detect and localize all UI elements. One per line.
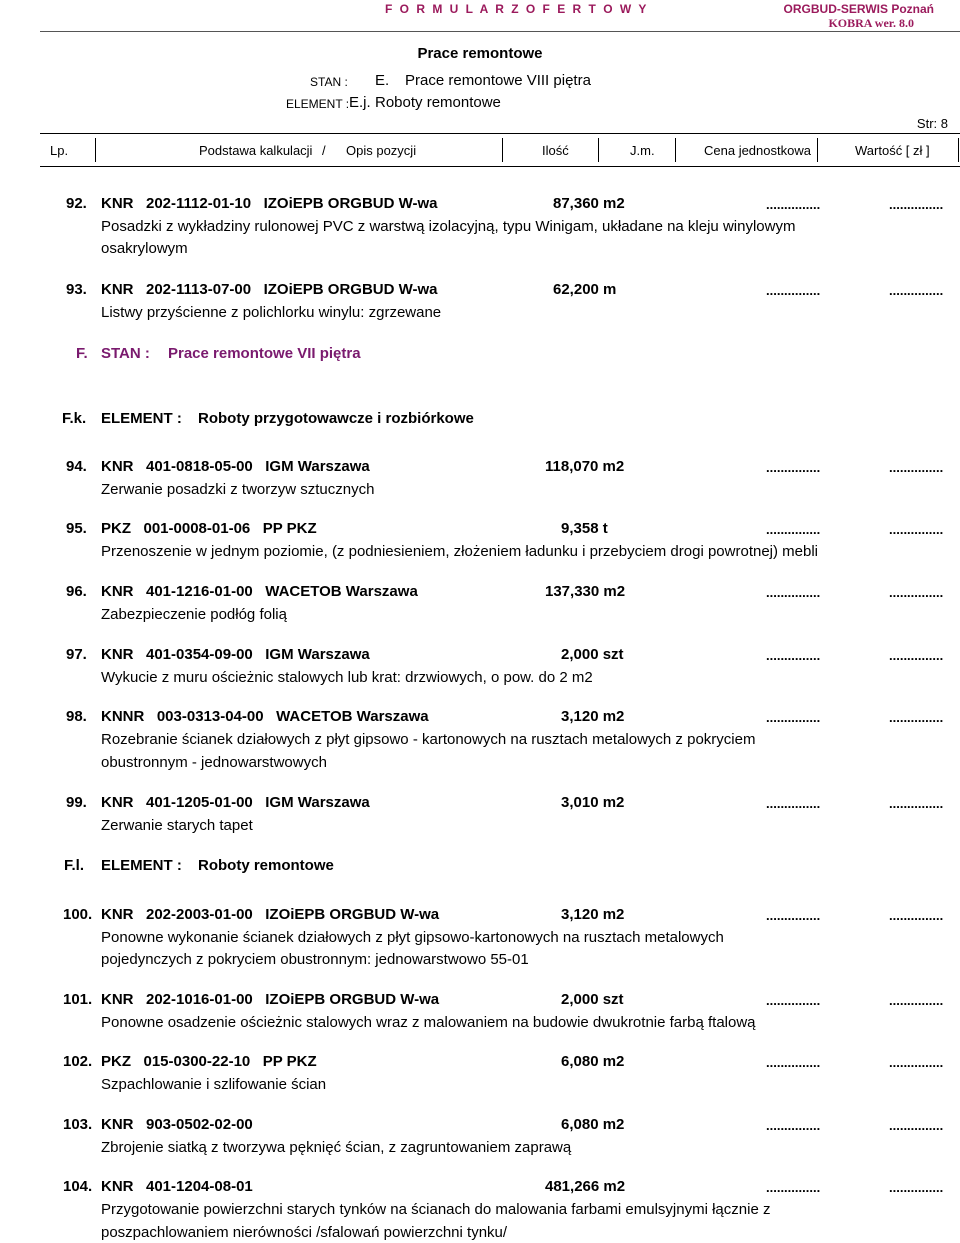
section-name: Roboty przygotowawcze i rozbiórkowe xyxy=(198,410,474,427)
item-number: 104. xyxy=(63,1178,93,1195)
page-number: Str: 8 xyxy=(916,116,948,131)
value-placeholder: ............... xyxy=(889,648,944,663)
unit-price-placeholder: ............... xyxy=(766,710,821,725)
item-number: 93. xyxy=(66,281,87,298)
value-placeholder: ............... xyxy=(889,993,944,1008)
item-quantity: 3,120 m2 xyxy=(561,708,625,725)
item-number: 95. xyxy=(66,520,87,537)
item-description: Ponowne wykonanie ścianek działowych z płyt gipsowo-kartonowych na rusztach metalowych xyxy=(101,929,724,946)
col-divider xyxy=(95,138,96,162)
item-code: KNR 401-0818-05-00 IGM Warszawa xyxy=(101,458,370,475)
section-code: F.l. xyxy=(64,857,85,874)
item-quantity: 3,120 m2 xyxy=(561,906,625,923)
element-code: E.j. xyxy=(349,94,371,111)
item-number: 103. xyxy=(63,1116,93,1133)
item-number: 99. xyxy=(66,794,87,811)
value-placeholder: ............... xyxy=(889,197,944,212)
section-code: F.k. xyxy=(62,410,87,427)
item-description: Zbrojenie siatką z tworzywa pęknięć ścian, z zagruntowaniem zaprawą xyxy=(101,1139,572,1156)
stan-label: STAN : xyxy=(310,75,348,89)
item-description: Szpachlowanie i szlifowanie ścian xyxy=(101,1076,327,1093)
item-description: Listwy przyścienne z polichlorku winylu: zgrzewane xyxy=(101,304,442,321)
item-quantity: 87,360 m2 xyxy=(553,195,625,212)
item-number: 96. xyxy=(66,583,87,600)
unit-price-placeholder: ............... xyxy=(766,993,821,1008)
item-code: PKZ 001-0008-01-06 PP PKZ xyxy=(101,520,317,537)
item-description: Zerwanie starych tapet xyxy=(101,817,253,834)
value-placeholder: ............... xyxy=(889,796,944,811)
item-number: 101. xyxy=(63,991,93,1008)
item-description: Wykucie z muru ościeżnic stalowych lub krat: drzwiowych, o pow. do 2 m2 xyxy=(101,669,593,686)
item-quantity: 118,070 m2 xyxy=(545,458,625,475)
item-description: Posadzki z wykładziny rulonowej PVC z warstwą izolacyjną, typu Winigam, układane na kleju winylowym xyxy=(101,218,796,235)
unit-price-placeholder: ............... xyxy=(766,1055,821,1070)
item-number: 100. xyxy=(63,906,93,923)
item-quantity: 6,080 m2 xyxy=(561,1053,625,1070)
item-description: Zerwanie posadzki z tworzyw sztucznych xyxy=(101,481,375,498)
unit-price-placeholder: ............... xyxy=(766,460,821,475)
col-divider xyxy=(817,138,818,162)
unit-price-placeholder: ............... xyxy=(766,648,821,663)
item-quantity: 481,266 m2 xyxy=(545,1178,626,1195)
unit-price-placeholder: ............... xyxy=(766,197,821,212)
col-unit-price: Cena jednostkowa xyxy=(704,143,811,158)
col-divider xyxy=(675,138,676,162)
section-code: F. xyxy=(76,345,88,362)
software-version: KOBRA wer. 8.0 xyxy=(828,16,914,30)
item-number: 98. xyxy=(66,708,87,725)
item-quantity: 2,000 szt xyxy=(561,991,624,1008)
item-description: Ponowne osadzenie ościeżnic stalowych wraz z malowaniem na budowie dwukrotnie farbą ftalową xyxy=(101,1014,756,1031)
stan-name: Prace remontowe VIII piętra xyxy=(405,72,591,89)
page-title: Prace remontowe xyxy=(417,45,543,62)
item-description: pojedynczych z pokryciem obustronnym: jednowarstwowo 55-01 xyxy=(101,951,529,968)
value-placeholder: ............... xyxy=(889,522,944,537)
item-code: KNR 401-0354-09-00 IGM Warszawa xyxy=(101,646,370,663)
col-quantity: Ilość xyxy=(542,143,569,158)
item-code: KNR 202-2003-01-00 IZOiEPB ORGBUD W-wa xyxy=(101,906,440,923)
form-type-header: F O R M U L A R Z O F E R T O W Y xyxy=(385,2,649,16)
section-label: STAN : xyxy=(101,345,150,362)
col-lp: Lp. xyxy=(50,143,69,158)
item-number: 97. xyxy=(66,646,87,663)
item-description: poszpachlowaniem nierówności /sfalowań powierzchni tynku/ xyxy=(101,1224,508,1241)
section-name: Prace remontowe VII piętra xyxy=(168,345,361,362)
unit-price-placeholder: ............... xyxy=(766,796,821,811)
unit-price-placeholder: ............... xyxy=(766,283,821,298)
item-description: obustronnym - jednowarstwowych xyxy=(101,754,327,771)
stan-code: E. xyxy=(375,72,390,89)
item-quantity: 2,000 szt xyxy=(561,646,624,663)
item-code: KNR 401-1205-01-00 IGM Warszawa xyxy=(101,794,370,811)
value-placeholder: ............... xyxy=(889,460,944,475)
col-divider xyxy=(598,138,599,162)
item-number: 92. xyxy=(66,195,87,212)
item-description: Rozebranie ścianek działowych z płyt gipsowo - kartonowych na rusztach metalowych z pokryciem xyxy=(101,731,756,748)
unit-price-placeholder: ............... xyxy=(766,908,821,923)
col-value: Wartość [ zł ] xyxy=(855,143,930,158)
company-name: ORGBUD-SERWIS Poznań xyxy=(783,2,934,16)
value-placeholder: ............... xyxy=(889,283,944,298)
col-divider xyxy=(958,138,959,162)
item-description: Przygotowanie powierzchni starych tynków na ścianach do malowania farbami emulsyjnymi łącznie z xyxy=(101,1201,771,1218)
value-placeholder: ............... xyxy=(889,1118,944,1133)
table-header xyxy=(40,133,960,167)
item-code: KNR 401-1204-08-01 xyxy=(101,1178,253,1195)
item-code: PKZ 015-0300-22-10 PP PKZ xyxy=(101,1053,317,1070)
item-quantity: 9,358 t xyxy=(561,520,608,537)
unit-price-placeholder: ............... xyxy=(766,585,821,600)
item-description: Zabezpieczenie podłóg folią xyxy=(101,606,287,623)
header-divider xyxy=(40,31,960,32)
value-placeholder: ............... xyxy=(889,908,944,923)
unit-price-placeholder: ............... xyxy=(766,522,821,537)
col-divider xyxy=(502,138,503,162)
section-label: ELEMENT : xyxy=(101,857,182,874)
element-name: Roboty remontowe xyxy=(375,94,501,111)
col-basis: Podstawa kalkulacji xyxy=(199,143,313,158)
item-code: KNR 401-1216-01-00 WACETOB Warszawa xyxy=(101,583,418,600)
section-name: Roboty remontowe xyxy=(198,857,334,874)
unit-price-placeholder: ............... xyxy=(766,1118,821,1133)
element-label: ELEMENT : xyxy=(286,97,350,111)
value-placeholder: ............... xyxy=(889,1055,944,1070)
item-description: Przenoszenie w jednym poziomie, (z podniesieniem, złożeniem ładunku i przebyciem drogi powrotnej) mebli xyxy=(101,543,819,560)
item-quantity: 6,080 m2 xyxy=(561,1116,625,1133)
item-code: KNR 202-1112-01-10 IZOiEPB ORGBUD W-wa xyxy=(101,195,438,212)
item-code: KNR 903-0502-02-00 xyxy=(101,1116,253,1133)
value-placeholder: ............... xyxy=(889,585,944,600)
item-code: KNNR 003-0313-04-00 WACETOB Warszawa xyxy=(101,708,429,725)
value-placeholder: ............... xyxy=(889,710,944,725)
item-number: 102. xyxy=(63,1053,93,1070)
item-quantity: 3,010 m2 xyxy=(561,794,625,811)
unit-price-placeholder: ............... xyxy=(766,1180,821,1195)
item-code: KNR 202-1016-01-00 IZOiEPB ORGBUD W-wa xyxy=(101,991,440,1008)
item-code: KNR 202-1113-07-00 IZOiEPB ORGBUD W-wa xyxy=(101,281,438,298)
section-label: ELEMENT : xyxy=(101,410,182,427)
col-unit: J.m. xyxy=(630,143,655,158)
col-slash: / xyxy=(322,143,326,158)
item-description: osakrylowym xyxy=(101,240,188,257)
item-number: 94. xyxy=(66,458,87,475)
value-placeholder: ............... xyxy=(889,1180,944,1195)
col-description: Opis pozycji xyxy=(346,143,417,158)
item-quantity: 137,330 m2 xyxy=(545,583,626,600)
item-quantity: 62,200 m xyxy=(553,281,617,298)
